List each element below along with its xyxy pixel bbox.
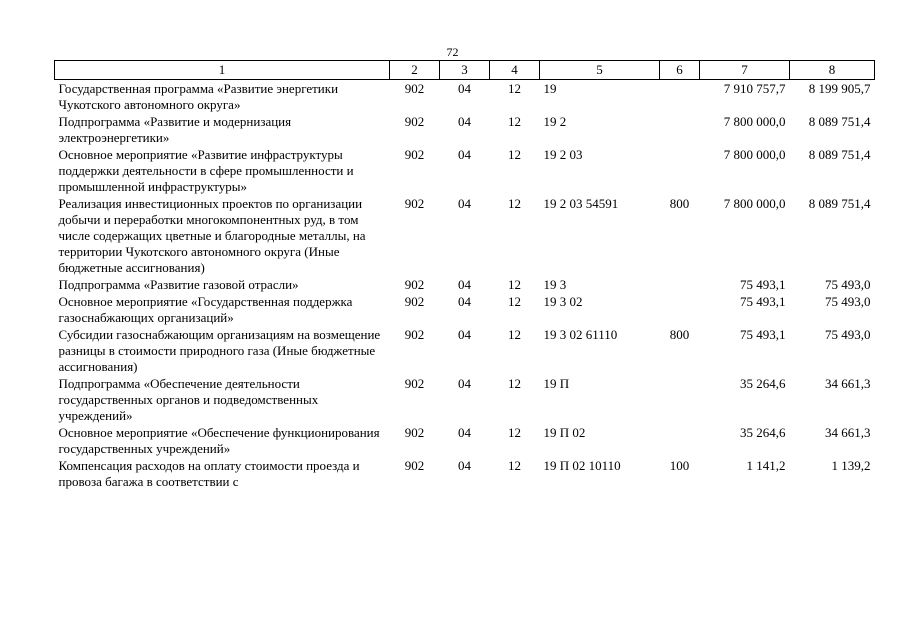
- amount-year-2: 8 089 751,4: [808, 114, 871, 129]
- amount-year-2: 8 089 751,4: [808, 147, 871, 162]
- header-cell-5: 5: [540, 61, 660, 80]
- amount-year-2: 8 089 751,4: [808, 196, 871, 211]
- target-article-code: 19 П: [543, 376, 570, 391]
- expense-type-code: [660, 375, 700, 424]
- expense-type-code: [660, 80, 700, 114]
- section-code: 04: [458, 81, 471, 96]
- subsection-code: 12: [508, 147, 521, 162]
- expense-type-code: 800: [669, 327, 690, 342]
- section-code: 04: [458, 196, 471, 211]
- item-name: Подпрограмма «Обеспечение деятельности государственных органов и подведомственных учреждений»: [58, 376, 319, 423]
- target-article-code: 19 П 02: [543, 425, 586, 440]
- table-row: [55, 293, 875, 326]
- grbs-code: 902: [404, 294, 425, 309]
- amount-year-1: 75 493,1: [740, 277, 786, 292]
- table-row: [55, 113, 875, 146]
- expense-type-code: 800: [669, 196, 690, 211]
- amount-year-2: 34 661,3: [825, 376, 871, 391]
- header-cell-3: 3: [440, 61, 490, 80]
- item-name: Основное мероприятие «Государственная поддержка газоснабжающих организаций»: [58, 294, 353, 325]
- grbs-code: 902: [404, 425, 425, 440]
- amount-year-2: 75 493,0: [825, 294, 871, 309]
- amount-year-2: 8 199 905,7: [808, 81, 871, 96]
- subsection-code: 12: [508, 294, 521, 309]
- grbs-code: 902: [404, 196, 425, 211]
- table-row: [55, 80, 875, 114]
- item-name: Государственная программа «Развитие энергетики Чукотского автономного округа»: [58, 81, 339, 112]
- section-code: 04: [458, 327, 471, 342]
- amount-year-1: 75 493,1: [740, 327, 786, 342]
- grbs-code: 902: [404, 376, 425, 391]
- section-code: 04: [458, 376, 471, 391]
- subsection-code: 12: [508, 458, 521, 473]
- grbs-code: 902: [404, 81, 425, 96]
- target-article-code: 19 3: [543, 277, 567, 292]
- expense-type-code: 100: [669, 458, 690, 473]
- table-row: [55, 276, 875, 293]
- table-row: [55, 457, 875, 490]
- header-cell-2: 2: [390, 61, 440, 80]
- header-row: [55, 61, 875, 80]
- section-code: 04: [458, 425, 471, 440]
- amount-year-1: 1 141,2: [746, 458, 786, 473]
- header-cell-7: 7: [700, 61, 790, 80]
- item-name: Субсидии газоснабжающим организациям на возмещение разницы в стоимости природного газа (Иные бюджетные ассигнования): [58, 327, 381, 374]
- target-article-code: 19 3 02: [543, 294, 583, 309]
- grbs-code: 902: [404, 114, 425, 129]
- amount-year-2: 1 139,2: [831, 458, 871, 473]
- item-name: Основное мероприятие «Развитие инфраструктуры поддержки деятельности в сфере промышленности и промышленной инфраструктуры»: [58, 147, 354, 194]
- subsection-code: 12: [508, 376, 521, 391]
- section-code: 04: [458, 147, 471, 162]
- expense-type-code: [660, 276, 700, 293]
- target-article-code: 19 2: [543, 114, 567, 129]
- amount-year-1: 7 800 000,0: [723, 147, 786, 162]
- section-code: 04: [458, 277, 471, 292]
- page-number: 72: [446, 45, 459, 59]
- target-article-code: 19 2 03 54591: [543, 196, 619, 211]
- table-row: [55, 375, 875, 424]
- item-name: Реализация инвестиционных проектов по организации добычи и переработки многокомпонентных руд, в том числе содержащих цветные и благородные металлы, на территории Чукотского автономного округа (Иные бюджетные ассигнования): [58, 196, 366, 275]
- subsection-code: 12: [508, 196, 521, 211]
- grbs-code: 902: [404, 277, 425, 292]
- subsection-code: 12: [508, 114, 521, 129]
- subsection-code: 12: [508, 425, 521, 440]
- grbs-code: 902: [404, 458, 425, 473]
- target-article-code: 19 П 02 10110: [543, 458, 621, 473]
- table-row: [55, 146, 875, 195]
- section-code: 04: [458, 294, 471, 309]
- header-cell-8: 8: [790, 61, 875, 80]
- grbs-code: 902: [404, 327, 425, 342]
- subsection-code: 12: [508, 81, 521, 96]
- budget-table: [54, 60, 875, 490]
- item-name: Подпрограмма «Развитие газовой отрасли»: [58, 277, 299, 292]
- target-article-code: 19: [543, 81, 557, 96]
- amount-year-1: 7 910 757,7: [723, 81, 786, 96]
- amount-year-1: 35 264,6: [740, 425, 786, 440]
- expense-type-code: [660, 424, 700, 457]
- expense-type-code: [660, 293, 700, 326]
- subsection-code: 12: [508, 327, 521, 342]
- section-code: 04: [458, 114, 471, 129]
- header-cell-1: 1: [55, 61, 390, 80]
- amount-year-2: 75 493,0: [825, 277, 871, 292]
- amount-year-1: 75 493,1: [740, 294, 786, 309]
- header-cell-6: 6: [660, 61, 700, 80]
- target-article-code: 19 3 02 61110: [543, 327, 618, 342]
- amount-year-2: 75 493,0: [825, 327, 871, 342]
- item-name: Компенсация расходов на оплату стоимости проезда и провоза багажа в соответствии с: [58, 458, 360, 489]
- item-name: Подпрограмма «Развитие и модернизация электроэнергетики»: [58, 114, 292, 145]
- amount-year-1: 7 800 000,0: [723, 114, 786, 129]
- item-name: Основное мероприятие «Обеспечение функционирования государственных учреждений»: [58, 425, 380, 456]
- subsection-code: 12: [508, 277, 521, 292]
- expense-type-code: [660, 146, 700, 195]
- table-row: [55, 326, 875, 375]
- header-cell-4: 4: [490, 61, 540, 80]
- grbs-code: 902: [404, 147, 425, 162]
- expense-type-code: [660, 113, 700, 146]
- target-article-code: 19 2 03: [543, 147, 583, 162]
- table-row: [55, 195, 875, 276]
- amount-year-2: 34 661,3: [825, 425, 871, 440]
- amount-year-1: 7 800 000,0: [723, 196, 786, 211]
- amount-year-1: 35 264,6: [740, 376, 786, 391]
- table-row: [55, 424, 875, 457]
- section-code: 04: [458, 458, 471, 473]
